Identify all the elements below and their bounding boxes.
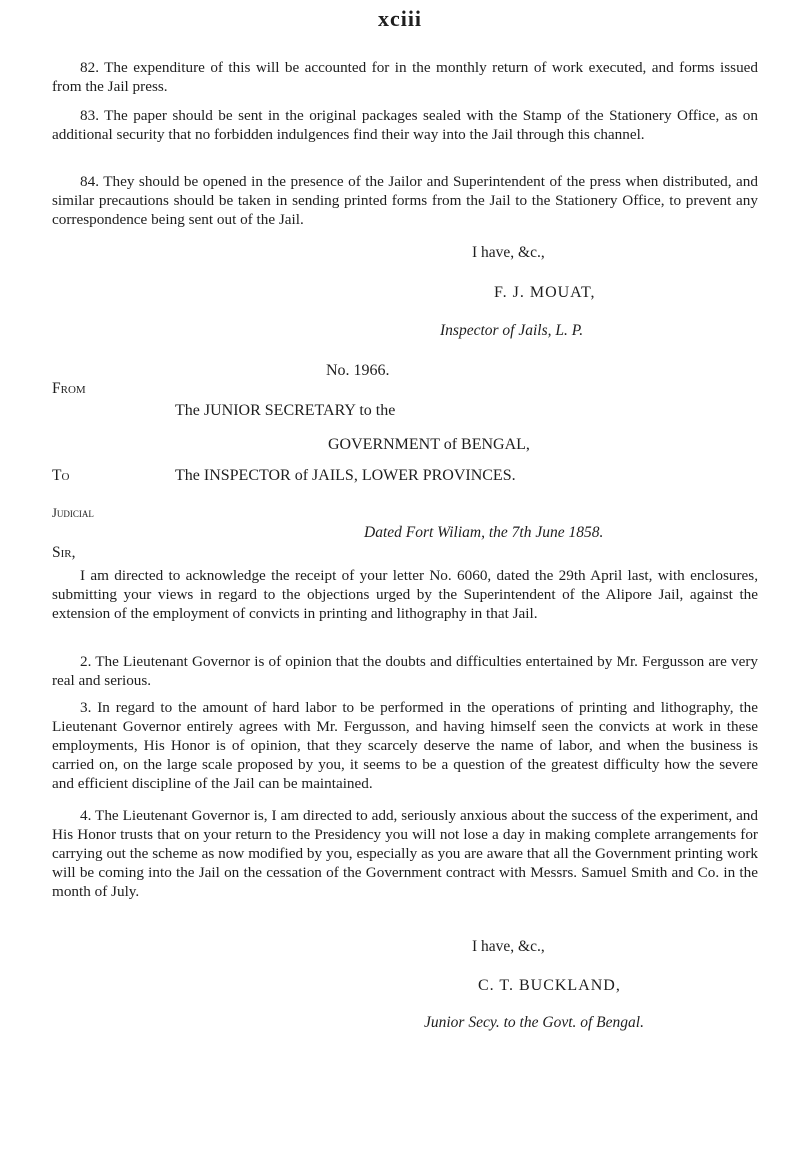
to-label: To: [52, 467, 70, 484]
from-label: From: [52, 380, 86, 397]
from-line-1: The JUNIOR SECRETARY to the: [175, 402, 396, 419]
paragraph-4: 4. The Lieutenant Governor is, I am directed to add, seriously anxious about the success of the experiment, and His Honor trusts that on your return to the Presidency you will not lose a day in making complete arrangements for carrying out the scheme as now modified by you, especially as you are aware that all the Government printing work will be coming into the Jail on the cessation of the Government contract with Messrs. Samuel Smith and Co. in the month of July.: [52, 807, 758, 900]
signature-buckland: C. T. BUCKLAND,: [478, 977, 621, 994]
paragraph-3: 3. In regard to the amount of hard labor to be performed in the operations of printing and lithography, the Lieutenant Governor entirely agrees with Mr. Fergusson, and having himself seen the convicts at work in these employments, His Honor is of opinion, that they scarcely deserve the name of labor, and when the business is carried on, on the large scale proposed by you, it seems to be a question of the greatest difficulty how the severe and efficient discipline of the Jail can be maintained.: [52, 699, 758, 792]
closing-1: I have, &c.,: [472, 244, 545, 261]
department-label: Judicial: [52, 506, 94, 520]
paragraph-84: 84. They should be opened in the presence of the Jailor and Superintendent of the press when distributed, and similar precautions should be taken in sending printed forms from the Jail to the Stationery Office, to prevent any correspondence being sent out of the Jail.: [52, 173, 758, 228]
from-line-2: GOVERNMENT of BENGAL,: [328, 436, 530, 453]
to-line: The INSPECTOR of JAILS, LOWER PROVINCES.: [175, 467, 516, 484]
signature-mouat: F. J. MOUAT,: [494, 284, 596, 301]
paragraph-82: 82. The expenditure of this will be accounted for in the monthly return of work executed, and forms issued from the Jail press.: [52, 59, 758, 95]
paragraph-83: 83. The paper should be sent in the original packages sealed with the Stamp of the Stationery Office, as on additional security that no forbidden indulgences find their way into the Jail through this channel.: [52, 107, 758, 143]
dated-line: Dated Fort Wiliam, the 7th June 1858.: [364, 524, 604, 541]
letter-number: No. 1966.: [326, 362, 390, 379]
page-number: xciii: [377, 6, 423, 31]
paragraph-1: I am directed to acknowledge the receipt of your letter No. 6060, dated the 29th April last, with enclosures, submitting your views in regard to the objections urged by the Superintendent of the Alipore Jail, against the extension of the employment of convicts in printing and lithography in that Jail.: [52, 567, 758, 622]
signature-title-1: Inspector of Jails, L. P.: [440, 322, 584, 339]
signature-title-2: Junior Secy. to the Govt. of Bengal.: [424, 1014, 644, 1031]
paragraph-2: 2. The Lieutenant Governor is of opinion that the doubts and difficulties entertained by Mr. Fergusson are very real and serious.: [52, 653, 758, 689]
salutation: Sir,: [52, 544, 76, 561]
closing-2: I have, &c.,: [472, 938, 545, 955]
